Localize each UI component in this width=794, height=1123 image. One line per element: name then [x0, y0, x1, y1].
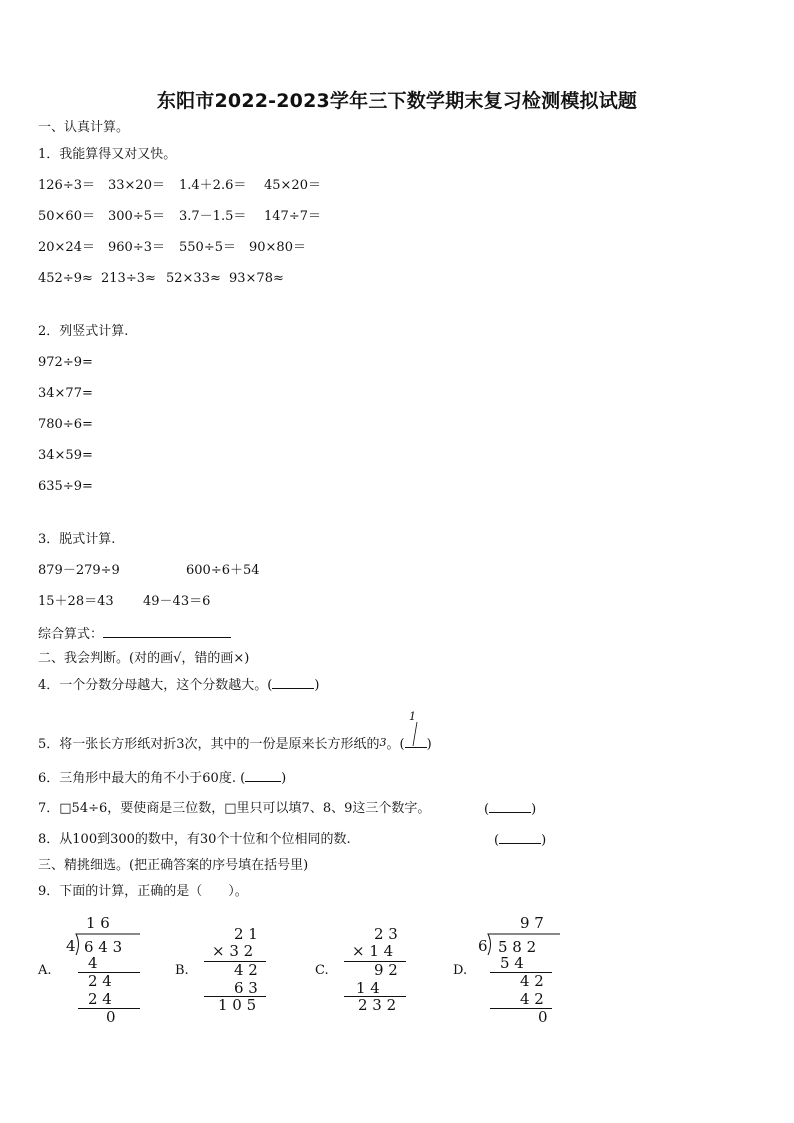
- option-a-label[interactable]: A.: [38, 963, 52, 978]
- q2-item: 34×59=: [38, 448, 93, 463]
- q3-equation: 49－43＝6: [143, 594, 211, 609]
- q3-label: 3．脱式计算.: [38, 532, 116, 547]
- q1-label: 1．我能算得又对又快。: [38, 147, 177, 162]
- combined-formula-label: 综合算式：: [38, 627, 104, 642]
- option-c-line: 9 2: [374, 961, 398, 979]
- option-d-quotient: 9 7: [520, 914, 544, 932]
- option-a-step: 2 4: [88, 990, 112, 1008]
- page-title: 东阳市2022-2023学年三下数学期末复习检测模拟试题: [156, 90, 638, 112]
- q8-answer-blank[interactable]: [499, 832, 541, 844]
- option-a-step: 2 4: [88, 972, 112, 990]
- q7-paren: [484, 801, 536, 818]
- option-d-step: 0: [538, 1008, 548, 1026]
- q1-expr: 93×78≈: [229, 271, 284, 286]
- option-d-divisor: 6: [478, 937, 488, 955]
- q2-item: 972÷9=: [38, 355, 93, 370]
- option-d-dividend: 5 8 2: [498, 938, 537, 956]
- q2-item: 780÷6=: [38, 417, 93, 432]
- q5-text: 5．将一张长方形纸对折3次，其中的一份是原来长方形纸的: [38, 737, 380, 752]
- q8-text: 8．从100到300的数中，有30个十位和个位相同的数.: [38, 832, 351, 847]
- combined-formula-blank[interactable]: [103, 625, 231, 638]
- option-a-step: 0: [106, 1008, 116, 1026]
- q6: [38, 770, 286, 787]
- option-a-dividend: 6 4 3: [84, 938, 123, 956]
- option-c-line: 2 3: [374, 925, 398, 943]
- option-c-label[interactable]: C.: [315, 963, 329, 978]
- option-b-label[interactable]: B.: [175, 963, 189, 978]
- q4-close: ): [314, 678, 320, 693]
- q1-expr: 1.4＋2.6＝: [179, 178, 247, 193]
- q8-open: (: [494, 833, 500, 848]
- q1-expr: 20×24＝: [38, 240, 95, 255]
- q8-close: ): [541, 833, 547, 848]
- q1-expr: 52×33≈: [166, 271, 221, 286]
- option-a-calculation: [64, 915, 154, 1025]
- option-c-line: × 1 4: [352, 942, 394, 960]
- q2-item: 635÷9=: [38, 479, 93, 494]
- q1-expr: 960÷3＝: [108, 240, 165, 255]
- option-d-calculation: [476, 915, 566, 1025]
- q7-answer-blank[interactable]: [489, 801, 531, 813]
- option-d-step: 4 2: [520, 972, 544, 990]
- q3-expr: 600÷6＋54: [186, 563, 260, 578]
- q5-tail: 。(: [386, 737, 405, 752]
- q1-expr: 550÷5＝: [179, 240, 236, 255]
- option-c-line: 2 3 2: [358, 996, 397, 1014]
- option-a-divisor: 4: [66, 937, 76, 955]
- section-3-heading: 三、精挑细选。(把正确答案的序号填在括号里): [38, 858, 309, 873]
- q2-label: 2．列竖式计算.: [38, 324, 129, 339]
- q5-fraction-numerator: 1: [409, 710, 416, 723]
- q2-item: 34×77=: [38, 386, 93, 401]
- q4-text: 4．一个分数分母越大，这个分数越大。(: [38, 678, 273, 693]
- q5: [38, 736, 432, 753]
- q5-fraction-bar: [409, 720, 419, 750]
- option-b-line: 1 0 5: [218, 996, 257, 1014]
- q1-expr: 452÷9≈: [38, 271, 93, 286]
- option-b-line: 6 3: [234, 979, 258, 997]
- option-d-step: 5 4: [500, 954, 524, 972]
- option-b-calculation: [202, 927, 282, 1017]
- q4-answer-blank[interactable]: [272, 677, 314, 689]
- option-a-quotient: 1 6: [86, 914, 110, 932]
- q1-expr: 300÷5＝: [108, 209, 165, 224]
- q7-close: ): [531, 802, 537, 817]
- q4: [38, 677, 319, 694]
- q3-equation: 15＋28＝43: [38, 594, 114, 609]
- option-d-step: 4 2: [520, 990, 544, 1008]
- section-1-heading: 一、认真计算。: [38, 120, 130, 135]
- q1-expr: 147÷7＝: [264, 209, 321, 224]
- q9-text: 9．下面的计算，正确的是（ ）。: [38, 884, 248, 899]
- option-b-line: × 3 2: [212, 942, 254, 960]
- q1-expr: 213÷3≈: [101, 271, 156, 286]
- q7-text: 7．□54÷6，要使商是三位数，□里只可以填7、8、9这三个数字。: [38, 801, 431, 816]
- q6-text: 6．三角形中最大的角不小于60度. (: [38, 771, 246, 786]
- combined-formula: [38, 625, 231, 643]
- q1-expr: 90×80＝: [249, 240, 306, 255]
- q6-close: ): [281, 771, 287, 786]
- q1-expr: 45×20＝: [264, 178, 321, 193]
- section-2-heading: 二、我会判断。(对的画√，错的画×): [38, 651, 250, 666]
- q5-close: ): [426, 737, 432, 752]
- q1-expr: 3.7－1.5＝: [179, 209, 247, 224]
- option-b-line: 4 2: [234, 961, 258, 979]
- q1-expr: 50×60＝: [38, 209, 95, 224]
- q1-expr: 126÷3＝: [38, 178, 95, 193]
- option-a-step: 4: [88, 954, 98, 972]
- option-c-calculation: [342, 927, 422, 1017]
- option-b-line: 2 1: [234, 925, 258, 943]
- option-c-line: 1 4: [356, 979, 380, 997]
- q8-paren: [494, 832, 546, 849]
- q6-answer-blank[interactable]: [245, 770, 281, 782]
- q5-fraction-denominator: 3: [379, 736, 387, 749]
- q1-expr: 33×20＝: [108, 178, 165, 193]
- option-d-label[interactable]: D.: [453, 963, 468, 978]
- q3-expr: 879－279÷9: [38, 563, 120, 578]
- q7-open: (: [484, 802, 490, 817]
